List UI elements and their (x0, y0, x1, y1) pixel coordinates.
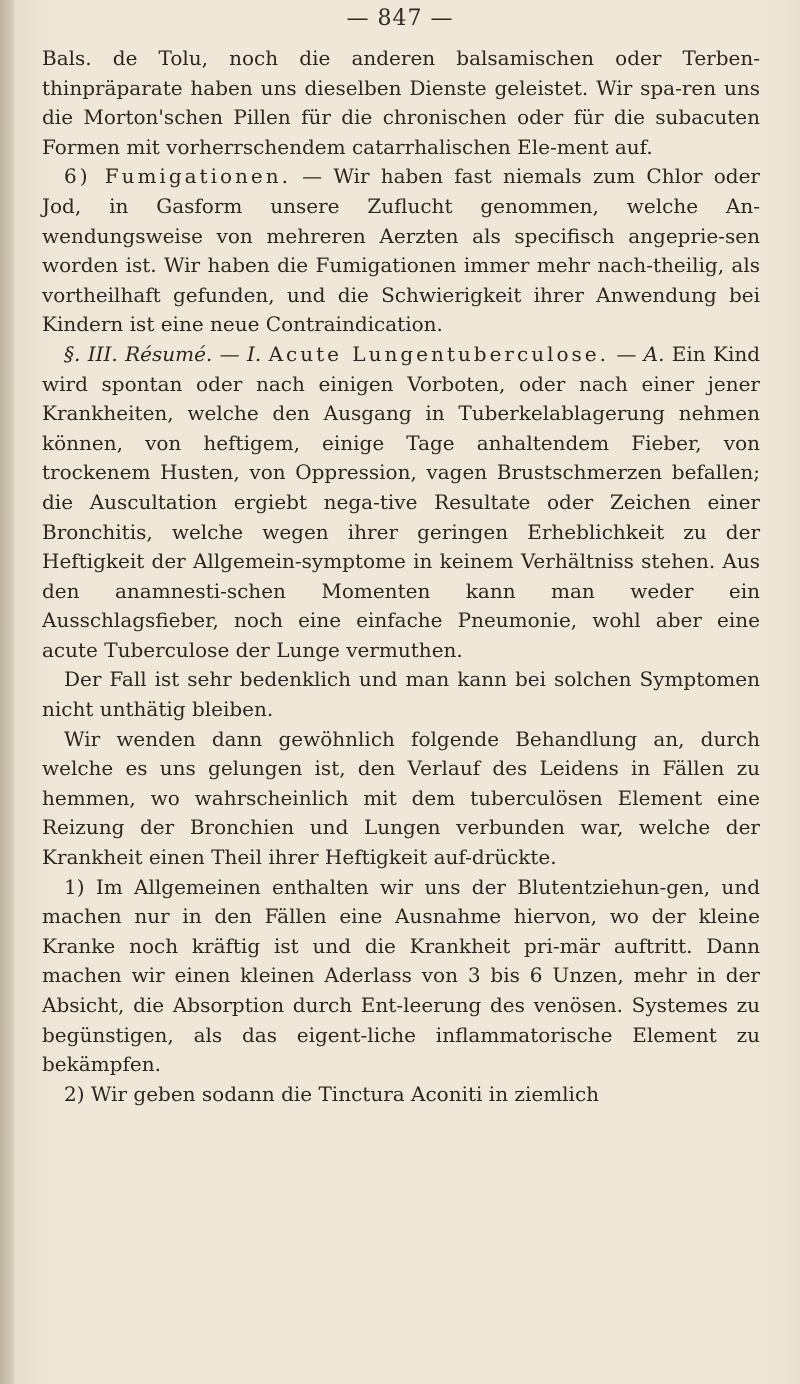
heading-number: — I. (219, 341, 262, 366)
page-number: — 847 — (346, 6, 454, 31)
tuberculosis-heading: Acute Lungentuberculose. (268, 341, 609, 366)
paragraph-aconiti: 2) Wir geben sodann die Tinctura Aconiti in ziemlich (64, 1081, 600, 1106)
resume-text: Ein Kind wird spontan oder nach einigen Vorboten, oder nach einer jener Krankheiten, welche den Ausgang in Tuberkelablagerung nehmen können, von heftigem, einige Tage anhaltendem Fieber, von trockenem Husten, von Oppression, vagen Brustschmerzen befallen; die Auscultation ergiebt nega-tive Resultate oder Zeichen einer Bronchitis, welche wegen ihrer geringen Erheblichkeit zu der Heftigkeit der Allgemein-symptome in keinem Verhältniss stehen. Aus den anamnesti-schen Momenten kann man weder ein Ausschlagsfieber, noch eine einfache Pneumonie, wohl aber eine acute Tuberculose der Lunge vermuthen. (42, 341, 761, 662)
fumigation-text: — Wir haben fast niemals zum Chlor oder Jod, in Gasform unsere Zuflucht genommen, welche An-wendungsweise von mehreren Aerzten als specifisch angeprie-sen worden ist. Wir haben die Fumigationen immer mehr nach-theilig, als vortheilhaft gefunden, und die Schwierigkeit ihrer Anwendung bei Kindern ist eine neue Contraindication. (42, 164, 760, 337)
page-binding-edge (0, 0, 14, 1384)
paragraph-behandlung: Wir wenden dann gewöhnlich folgende Behandlung an, durch welche es uns gelungen ist, den Verlauf des Leidens in Fällen zu hemmen, wo wahrscheinlich mit dem tuberculösen Element eine Reizung der Bronchien und Lungen verbunden war, welche der Krankheit einen Theil ihrer Heftigkeit auf-drückte. (42, 726, 760, 870)
section-number: §. III. (64, 341, 118, 366)
page-body (42, 44, 760, 1109)
paragraph-resume (42, 340, 760, 666)
fumigation-heading: 6) Fumigationen. (64, 164, 291, 189)
section-title: Résumé. (125, 341, 213, 366)
subsection-a: — A. (616, 341, 665, 366)
paragraph-bedenklich: Der Fall ist sehr bedenklich und man kann bei solchen Symptomen nicht unthätig bleiben. (42, 667, 760, 722)
paragraph-balsam: Bals. de Tolu, noch die anderen balsamischen oder Terben-thinpräparate haben uns dieselben Dienste geleistet. Wir spa-ren uns die Morton'schen Pillen für die chronischen oder für die subacuten Formen mit vorherrschendem catarrhalischen Ele-ment auf. (42, 46, 760, 159)
paragraph-fumigationen (42, 162, 760, 340)
paragraph-blutentziehungen: 1) Im Allgemeinen enthalten wir uns der Blutentziehun-gen, und machen nur in den Fällen eine Ausnahme hiervon, wo der kleine Kranke noch kräftig ist und die Krankheit pri-mär auftritt. Dann machen wir einen kleinen Aderlass von 3 bis 6 Unzen, mehr in der Absicht, die Absorption durch Ent-leerung des venösen. Systemes zu begünstigen, als das eigent-liche inflammatorische Element zu bekämpfen. (42, 874, 760, 1077)
